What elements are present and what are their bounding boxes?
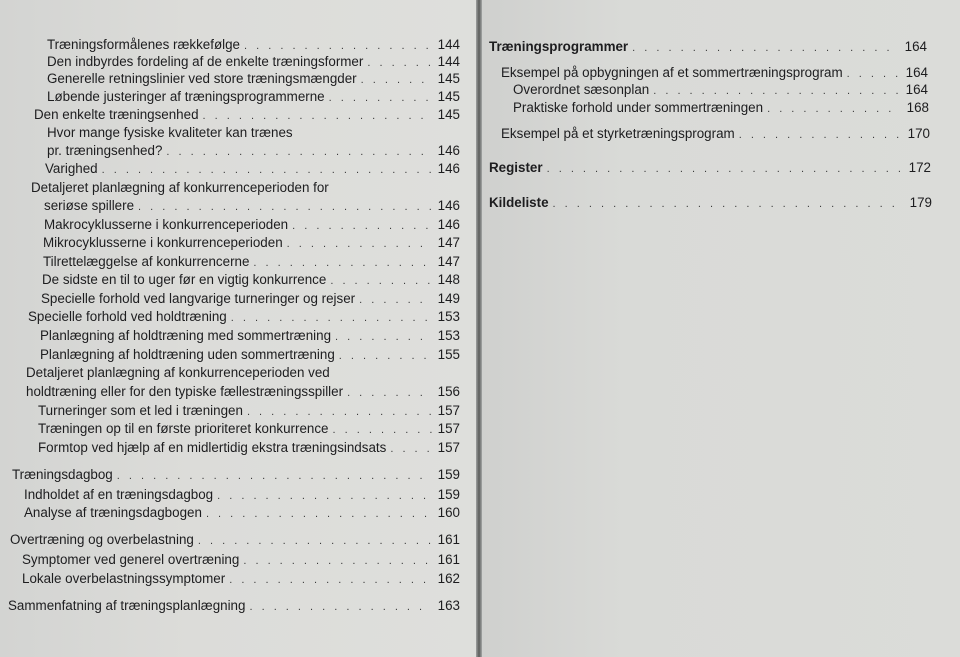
toc-entry-page: 155 <box>437 347 460 362</box>
toc-entry-page: 148 <box>437 272 460 287</box>
toc-entry-page: 147 <box>437 254 460 269</box>
toc-entry-label: Generelle retningslinier ved store træningsmængder <box>47 71 357 86</box>
toc-entry-label: De sidste en til to uger før en vigtig konkurrence <box>42 272 327 287</box>
toc-entry[interactable] <box>47 88 460 107</box>
toc-entry-page: 146 <box>437 143 460 158</box>
dot-leader <box>117 468 432 485</box>
toc-entry-page: 145 <box>437 71 460 86</box>
toc-entry[interactable] <box>22 570 460 589</box>
dot-leader <box>553 196 904 213</box>
toc-entry-page: 144 <box>437 54 460 69</box>
toc-entry-label: Detaljeret planlægning af konkurrenceperioden for <box>31 180 329 195</box>
toc-entry[interactable] <box>40 346 460 365</box>
toc-entry-label: Eksempel på opbygningen af et sommertræningsprogram <box>501 65 843 80</box>
toc-entry-page: 153 <box>437 328 460 343</box>
toc-entry-page: 159 <box>437 487 460 502</box>
toc-entry-label: Planlægning af holdtræning uden sommertræning <box>40 347 335 362</box>
dot-leader <box>547 161 903 178</box>
dot-leader <box>287 236 432 253</box>
toc-entry-page: 160 <box>437 505 460 520</box>
toc-entry[interactable] <box>44 197 460 216</box>
toc-entry[interactable] <box>12 466 460 485</box>
toc-entry-page: 164 <box>905 82 928 97</box>
toc-entry-label: pr. træningsenhed? <box>47 143 163 158</box>
toc-entry[interactable] <box>28 308 460 327</box>
toc-entry-page: 144 <box>437 37 460 52</box>
toc-entry[interactable] <box>45 160 460 179</box>
toc-entry-page: 170 <box>907 126 930 141</box>
toc-entry-page: 168 <box>906 100 929 115</box>
toc-entry-label: Praktiske forhold under sommertræningen <box>513 100 764 115</box>
toc-entry[interactable] <box>42 271 460 290</box>
toc-entry-label: seriøse spillere <box>44 198 135 213</box>
toc-entry[interactable] <box>489 159 931 178</box>
toc-entry-label: Eksempel på et styrketræningsprogram <box>501 126 735 141</box>
toc-entry[interactable] <box>10 531 460 550</box>
toc-entry[interactable] <box>38 439 460 458</box>
toc-entry[interactable] <box>501 125 930 144</box>
toc-entry-label: Træningen op til en første prioriteret konkurrence <box>38 421 329 436</box>
toc-entry-page: 172 <box>908 160 931 175</box>
toc-entry-label: Symptomer ved generel overtræning <box>22 552 240 567</box>
toc-entry[interactable] <box>34 106 460 125</box>
toc-entry-label: Turneringer som et led i træningen <box>38 403 243 418</box>
toc-entry-label: Sammenfatning af træningsplanlægning <box>8 598 246 613</box>
toc-entry[interactable] <box>43 234 460 253</box>
dot-leader <box>347 385 432 402</box>
dot-leader <box>198 533 432 550</box>
toc-entry-label: Træningsprogrammer <box>489 39 629 54</box>
toc-entry-label: Indholdet af en træningsdagbog <box>24 487 214 502</box>
dot-leader <box>739 127 902 144</box>
toc-entry[interactable] <box>513 81 928 100</box>
toc-entry-page: 147 <box>437 235 460 250</box>
toc-entry[interactable] <box>513 99 929 118</box>
toc-entry-page: 164 <box>905 65 928 80</box>
toc-entry[interactable] <box>489 194 932 213</box>
toc-entry-page: 163 <box>437 598 460 613</box>
toc-entry[interactable] <box>41 290 460 309</box>
toc-entry-page: 153 <box>437 309 460 324</box>
toc-entry[interactable] <box>43 253 460 272</box>
dot-leader <box>229 572 432 589</box>
toc-entry-page: 179 <box>909 195 932 210</box>
toc-entry-page: 156 <box>437 384 460 399</box>
toc-entry[interactable] <box>44 216 460 235</box>
toc-entry[interactable] <box>24 504 460 523</box>
toc-entry-label: Formtop ved hjælp af en midlertidig ekstra træningsindsats <box>38 440 387 455</box>
dot-leader <box>206 506 432 523</box>
dot-leader <box>249 599 432 616</box>
toc-entry-label: Analyse af træningsdagbogen <box>24 505 202 520</box>
toc-entry[interactable] <box>38 420 460 439</box>
dot-leader <box>247 404 432 421</box>
dot-leader <box>231 310 432 327</box>
toc-entry-label: Detaljeret planlægning af konkurrenceperioden ved <box>26 365 330 380</box>
dot-leader <box>138 199 432 216</box>
toc-entry[interactable] <box>22 551 460 570</box>
dot-leader <box>359 292 432 309</box>
dot-leader <box>292 218 432 235</box>
toc-entry-page: 161 <box>437 552 460 567</box>
toc-entry[interactable] <box>24 486 460 505</box>
toc-entry[interactable] <box>8 597 460 616</box>
toc-entry-label: Træningsformålenes rækkefølge <box>47 37 240 52</box>
toc-entry-page: 164 <box>904 39 927 54</box>
toc-entry-label: Løbende justeringer af træningsprogrammerne <box>47 89 325 104</box>
dot-leader <box>632 40 899 57</box>
toc-entry-page: 157 <box>437 440 460 455</box>
dot-leader <box>361 72 432 89</box>
dot-leader <box>243 553 432 570</box>
toc-entry-label: Overordnet sæsonplan <box>513 82 650 97</box>
toc-entry-page: 157 <box>437 403 460 418</box>
dot-leader <box>217 488 432 505</box>
toc-entry[interactable] <box>38 402 460 421</box>
toc-entry-label: Lokale overbelastningssymptomer <box>22 571 226 586</box>
dot-leader <box>653 83 900 100</box>
dot-leader <box>203 108 432 125</box>
toc-entry-page: 146 <box>437 217 460 232</box>
dot-leader <box>390 441 432 458</box>
toc-entry[interactable] <box>40 327 460 346</box>
toc-entry-page: 146 <box>437 198 460 213</box>
dot-leader <box>333 422 432 439</box>
dot-leader <box>335 329 432 346</box>
toc-entry-label: Varighed <box>45 161 98 176</box>
dot-leader <box>102 162 432 179</box>
toc-entry-label: Den enkelte træningsenhed <box>34 107 199 122</box>
toc-entry-page: 146 <box>437 161 460 176</box>
dot-leader <box>767 101 901 118</box>
toc-entry-label: holdtræning eller for den typiske fællestræningsspiller <box>26 384 344 399</box>
dot-leader <box>166 144 432 161</box>
book-gutter <box>476 0 482 657</box>
dot-leader <box>253 255 432 272</box>
dot-leader <box>339 348 432 365</box>
toc-entry-label: Tilrettelæggelse af konkurrencerne <box>43 254 250 269</box>
toc-entry[interactable] <box>47 142 460 161</box>
toc-entry-label: Kildeliste <box>489 195 549 210</box>
toc-entry-label: Træningsdagbog <box>12 467 113 482</box>
toc-entry[interactable] <box>489 38 927 57</box>
toc-entry-page: 161 <box>437 532 460 547</box>
dot-leader <box>329 90 432 107</box>
toc-entry-page: 145 <box>437 107 460 122</box>
toc-entry-page: 159 <box>437 467 460 482</box>
toc-entry-label: Planlægning af holdtræning med sommertræning <box>40 328 332 343</box>
toc-entry-label: Den indbyrdes fordeling af de enkelte træningsformer <box>47 54 364 69</box>
toc-entry[interactable] <box>26 383 460 402</box>
toc-entry-page: 157 <box>437 421 460 436</box>
toc-entry-label: Register <box>489 160 543 175</box>
toc-entry-page: 145 <box>437 89 460 104</box>
toc-entry-label: Mikrocyklusserne i konkurrenceperioden <box>43 235 283 250</box>
toc-entry-label: Specielle forhold ved holdtræning <box>28 309 227 324</box>
toc-entry-label: Overtræning og overbelastning <box>10 532 194 547</box>
toc-entry-page: 162 <box>437 571 460 586</box>
toc-entry[interactable] <box>47 70 460 89</box>
toc-entry-page: 149 <box>437 291 460 306</box>
toc-entry-label: Makrocyklusserne i konkurrenceperioden <box>44 217 289 232</box>
toc-entry-label: Hvor mange fysiske kvaliteter kan trænes <box>47 125 293 140</box>
dot-leader <box>330 273 432 290</box>
toc-entry-label: Specielle forhold ved langvarige turneringer og rejser <box>41 291 356 306</box>
